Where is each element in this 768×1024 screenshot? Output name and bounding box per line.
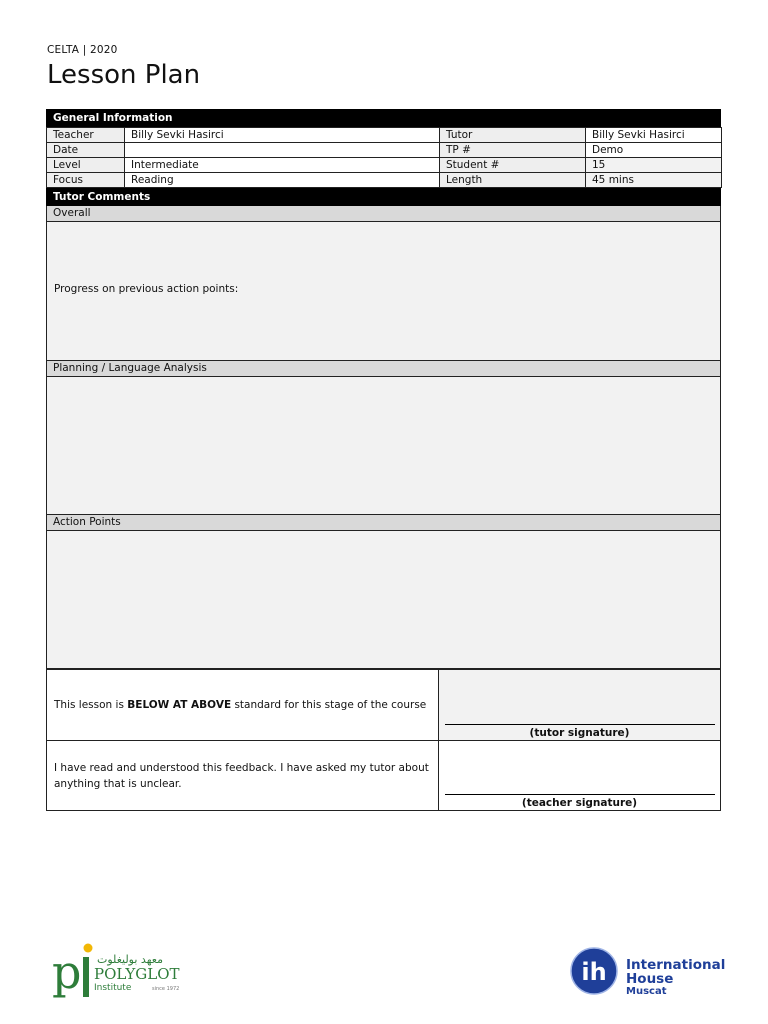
planning-comment-area[interactable] — [46, 377, 721, 515]
info-row-teacher — [47, 128, 722, 143]
polyglot-since: since 1972 — [152, 986, 180, 992]
level-value[interactable]: Intermediate — [125, 158, 440, 173]
tutor-signature-label: (tutor signature) — [529, 727, 630, 739]
standard-prefix: This lesson is — [54, 699, 128, 711]
student-count-value[interactable]: 15 — [586, 158, 722, 173]
polyglot-institute-logo — [52, 943, 192, 1003]
standard-options[interactable]: BELOW AT ABOVE — [127, 699, 232, 711]
ih-name-line3: Muscat — [626, 986, 667, 997]
lesson-plan-form — [46, 109, 721, 811]
info-row-focus — [47, 173, 722, 188]
length-value[interactable]: 45 mins — [586, 173, 722, 188]
planning-label: Planning / Language Analysis — [46, 361, 721, 377]
svg-text:ih: ih — [581, 958, 607, 986]
standard-statement — [47, 670, 439, 740]
level-label: Level — [47, 158, 125, 173]
info-row-level — [47, 158, 722, 173]
tutor-signature-line — [445, 724, 715, 725]
date-value[interactable] — [125, 143, 440, 158]
tutor-signature-box[interactable] — [439, 670, 720, 740]
tp-value[interactable]: Demo — [586, 143, 722, 158]
overall-label: Overall — [46, 206, 721, 222]
tutor-value[interactable]: Billy Sevki Hasirci — [586, 128, 722, 143]
date-label: Date — [47, 143, 125, 158]
acknowledgement-text: I have read and understood this feedback. I have asked my tutor about anything that is unclear. — [47, 741, 439, 810]
info-row-date — [47, 143, 722, 158]
action-points-label: Action Points — [46, 515, 721, 531]
tutor-label: Tutor — [440, 128, 586, 143]
progress-prompt: Progress on previous action points: — [54, 283, 239, 295]
polyglot-sub: Institute — [94, 983, 132, 993]
international-house-logo — [570, 945, 730, 997]
acknowledgement-row — [46, 741, 721, 811]
polyglot-name: POLYGLOT — [94, 965, 180, 983]
student-count-label: Student # — [440, 158, 586, 173]
teacher-signature-label: (teacher signature) — [521, 797, 638, 809]
polyglot-arabic-name: معهد بوليغلوت — [97, 953, 163, 966]
ih-name-line2: House — [626, 971, 674, 987]
ih-name-line1: International — [626, 957, 726, 973]
standard-suffix: standard for this stage of the course — [231, 699, 427, 711]
svg-text:p: p — [52, 945, 82, 999]
length-label: Length — [440, 173, 586, 188]
teacher-label: Teacher — [47, 128, 125, 143]
page-title: Lesson Plan — [47, 60, 201, 90]
teacher-signature-line — [445, 794, 715, 795]
course-kicker: CELTA | 2020 — [47, 44, 118, 56]
general-info-table — [46, 127, 722, 188]
standard-row — [46, 669, 721, 741]
general-information-heading: General Information — [46, 109, 721, 127]
teacher-value[interactable]: Billy Sevki Hasirci — [125, 128, 440, 143]
teacher-signature-box[interactable] — [439, 741, 720, 810]
action-points-area[interactable] — [46, 531, 721, 669]
focus-label: Focus — [47, 173, 125, 188]
tutor-comments-heading: Tutor Comments — [46, 188, 721, 206]
tp-label: TP # — [440, 143, 586, 158]
overall-comment-area[interactable] — [46, 222, 721, 361]
focus-value[interactable]: Reading — [125, 173, 440, 188]
